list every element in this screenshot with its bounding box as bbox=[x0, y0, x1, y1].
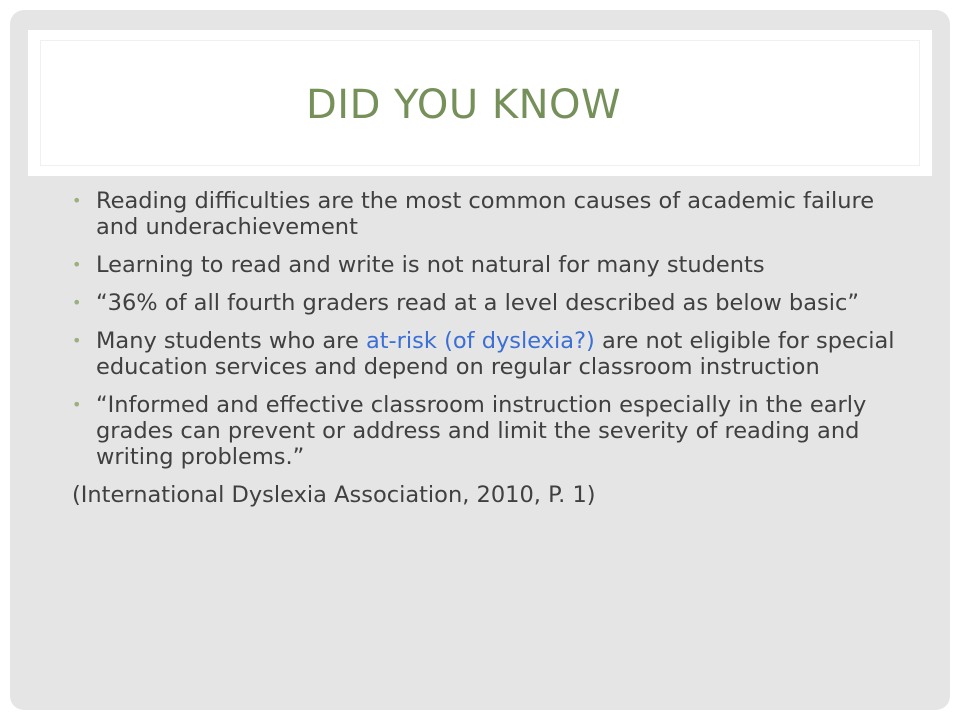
highlighted-text: at-risk (of dyslexia?) bbox=[365, 328, 595, 354]
citation: (International Dyslexia Association, 2010, P. 1) bbox=[72, 482, 596, 508]
bullet-list bbox=[72, 188, 902, 470]
slide-title: DID YOU KNOW bbox=[306, 82, 622, 128]
bullet-text: Reading difficulties are the most common causes of academic failure and underachievement bbox=[96, 188, 875, 240]
bullet-dot-icon: • bbox=[72, 293, 82, 312]
bullet-item bbox=[72, 290, 902, 316]
bullet-item bbox=[72, 392, 902, 470]
bullet-text-after: are not eligible for special education services and depend on regular classroom instruction bbox=[96, 328, 895, 380]
slide bbox=[10, 10, 950, 710]
title-band bbox=[28, 30, 932, 176]
bullet-item bbox=[72, 188, 902, 240]
bullet-text: “36% of all fourth graders read at a level described as below basic” bbox=[96, 290, 859, 316]
bullet-dot-icon: • bbox=[72, 395, 82, 414]
slide-body bbox=[72, 188, 902, 508]
bullet-text: Learning to read and write is not natural for many students bbox=[96, 252, 765, 278]
bullet-dot-icon: • bbox=[72, 255, 82, 274]
bullet-dot-icon: • bbox=[72, 191, 82, 210]
bullet-item bbox=[72, 328, 902, 380]
bullet-text: “Informed and effective classroom instruction especially in the early grades can prevent or address and limit the severity of reading and writing problems.” bbox=[96, 392, 867, 470]
bullet-dot-icon: • bbox=[72, 331, 82, 350]
bullet-text-before: Many students who are bbox=[96, 328, 366, 354]
bullet-item bbox=[72, 252, 902, 278]
